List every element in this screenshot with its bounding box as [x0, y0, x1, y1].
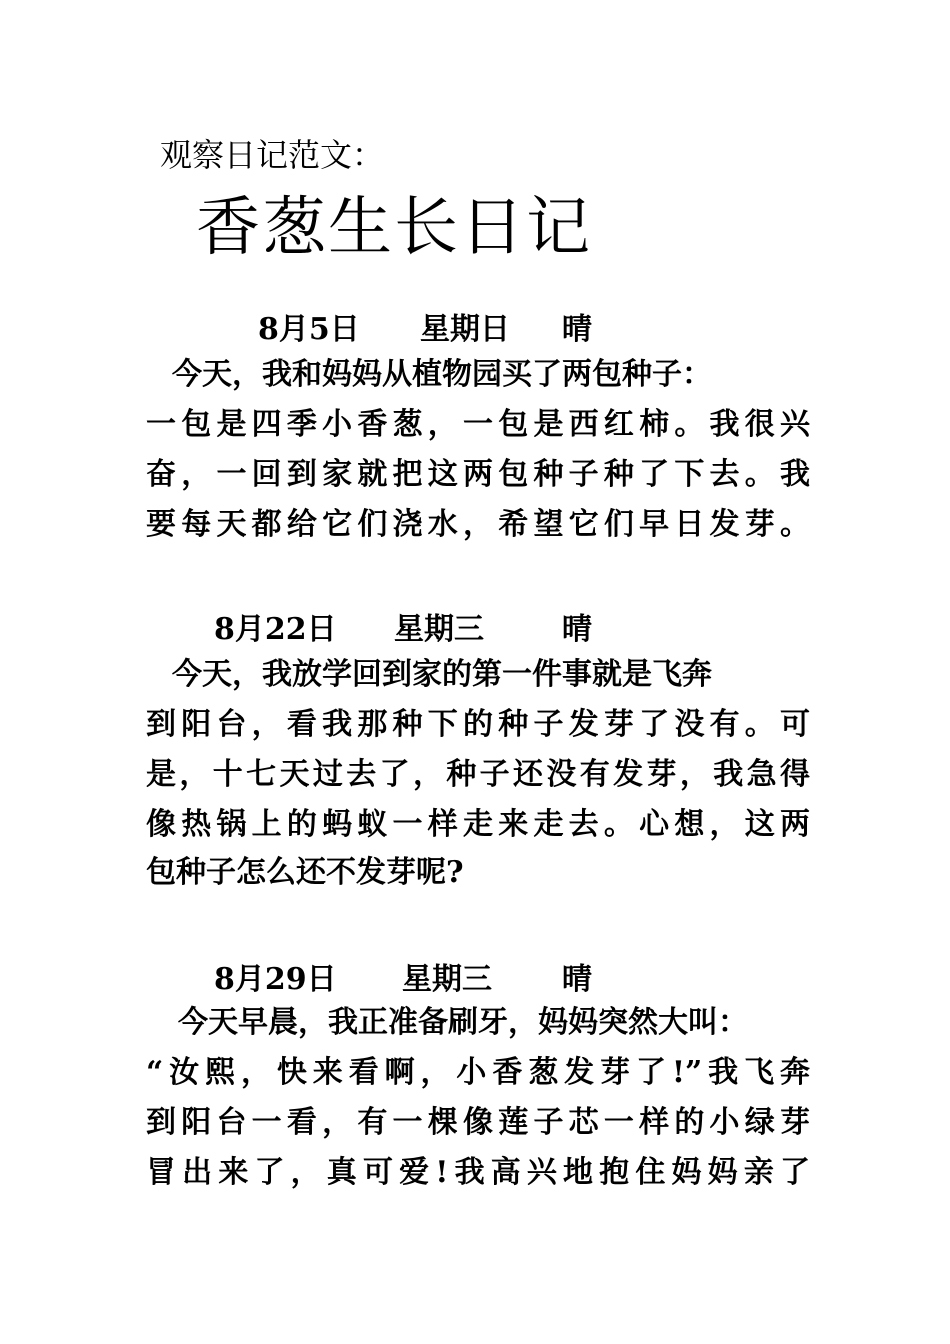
entry-line: 一包是四季小香葱，一包是西红柿。我很兴	[146, 407, 810, 442]
entry-line: 到阳台一看，有一棵像莲子芯一样的小绿芽	[146, 1105, 810, 1140]
entry-weekday: 星期三	[394, 612, 484, 647]
entry-line: 今天早晨，我正准备刷牙，妈妈突然大叫：	[178, 1005, 748, 1040]
document-label: 观察日记范文：	[160, 136, 385, 174]
entry-line: 像热锅上的蚂蚁一样走来走去。心想，这两	[146, 807, 810, 842]
entry-weekday: 星期三	[402, 962, 492, 997]
entry-line: 今天，我和妈妈从植物园买了两包种子：	[172, 357, 712, 392]
entry-weather: 晴	[562, 962, 592, 997]
entry-line: 今天，我放学回到家的第一件事就是飞奔	[172, 657, 712, 692]
entry-line: 冒出来了，真可爱!我高兴地抱住妈妈亲了	[146, 1155, 810, 1190]
entry-line: 到阳台，看我那种下的种子发芽了没有。可	[146, 707, 810, 742]
entry-date: 8月22日	[214, 612, 337, 647]
entry-weather: 晴	[562, 612, 592, 647]
entry-weekday: 星期日	[420, 312, 510, 347]
entry-line: “汝熙，快来看啊，小香葱发芽了!”我飞奔	[146, 1055, 810, 1090]
entry-date: 8月5日	[258, 312, 360, 347]
entry-weather: 晴	[562, 312, 592, 347]
document-title: 香葱生长日记	[196, 191, 592, 265]
entry-line: 包种子怎么还不发芽呢?	[146, 855, 464, 890]
entry-line: 要每天都给它们浇水，希望它们早日发芽。	[146, 507, 810, 542]
entry-date: 8月29日	[214, 962, 337, 997]
entry-line: 是，十七天过去了，种子还没有发芽，我急得	[146, 757, 810, 792]
entry-line: 奋，一回到家就把这两包种子种了下去。我	[146, 457, 810, 492]
